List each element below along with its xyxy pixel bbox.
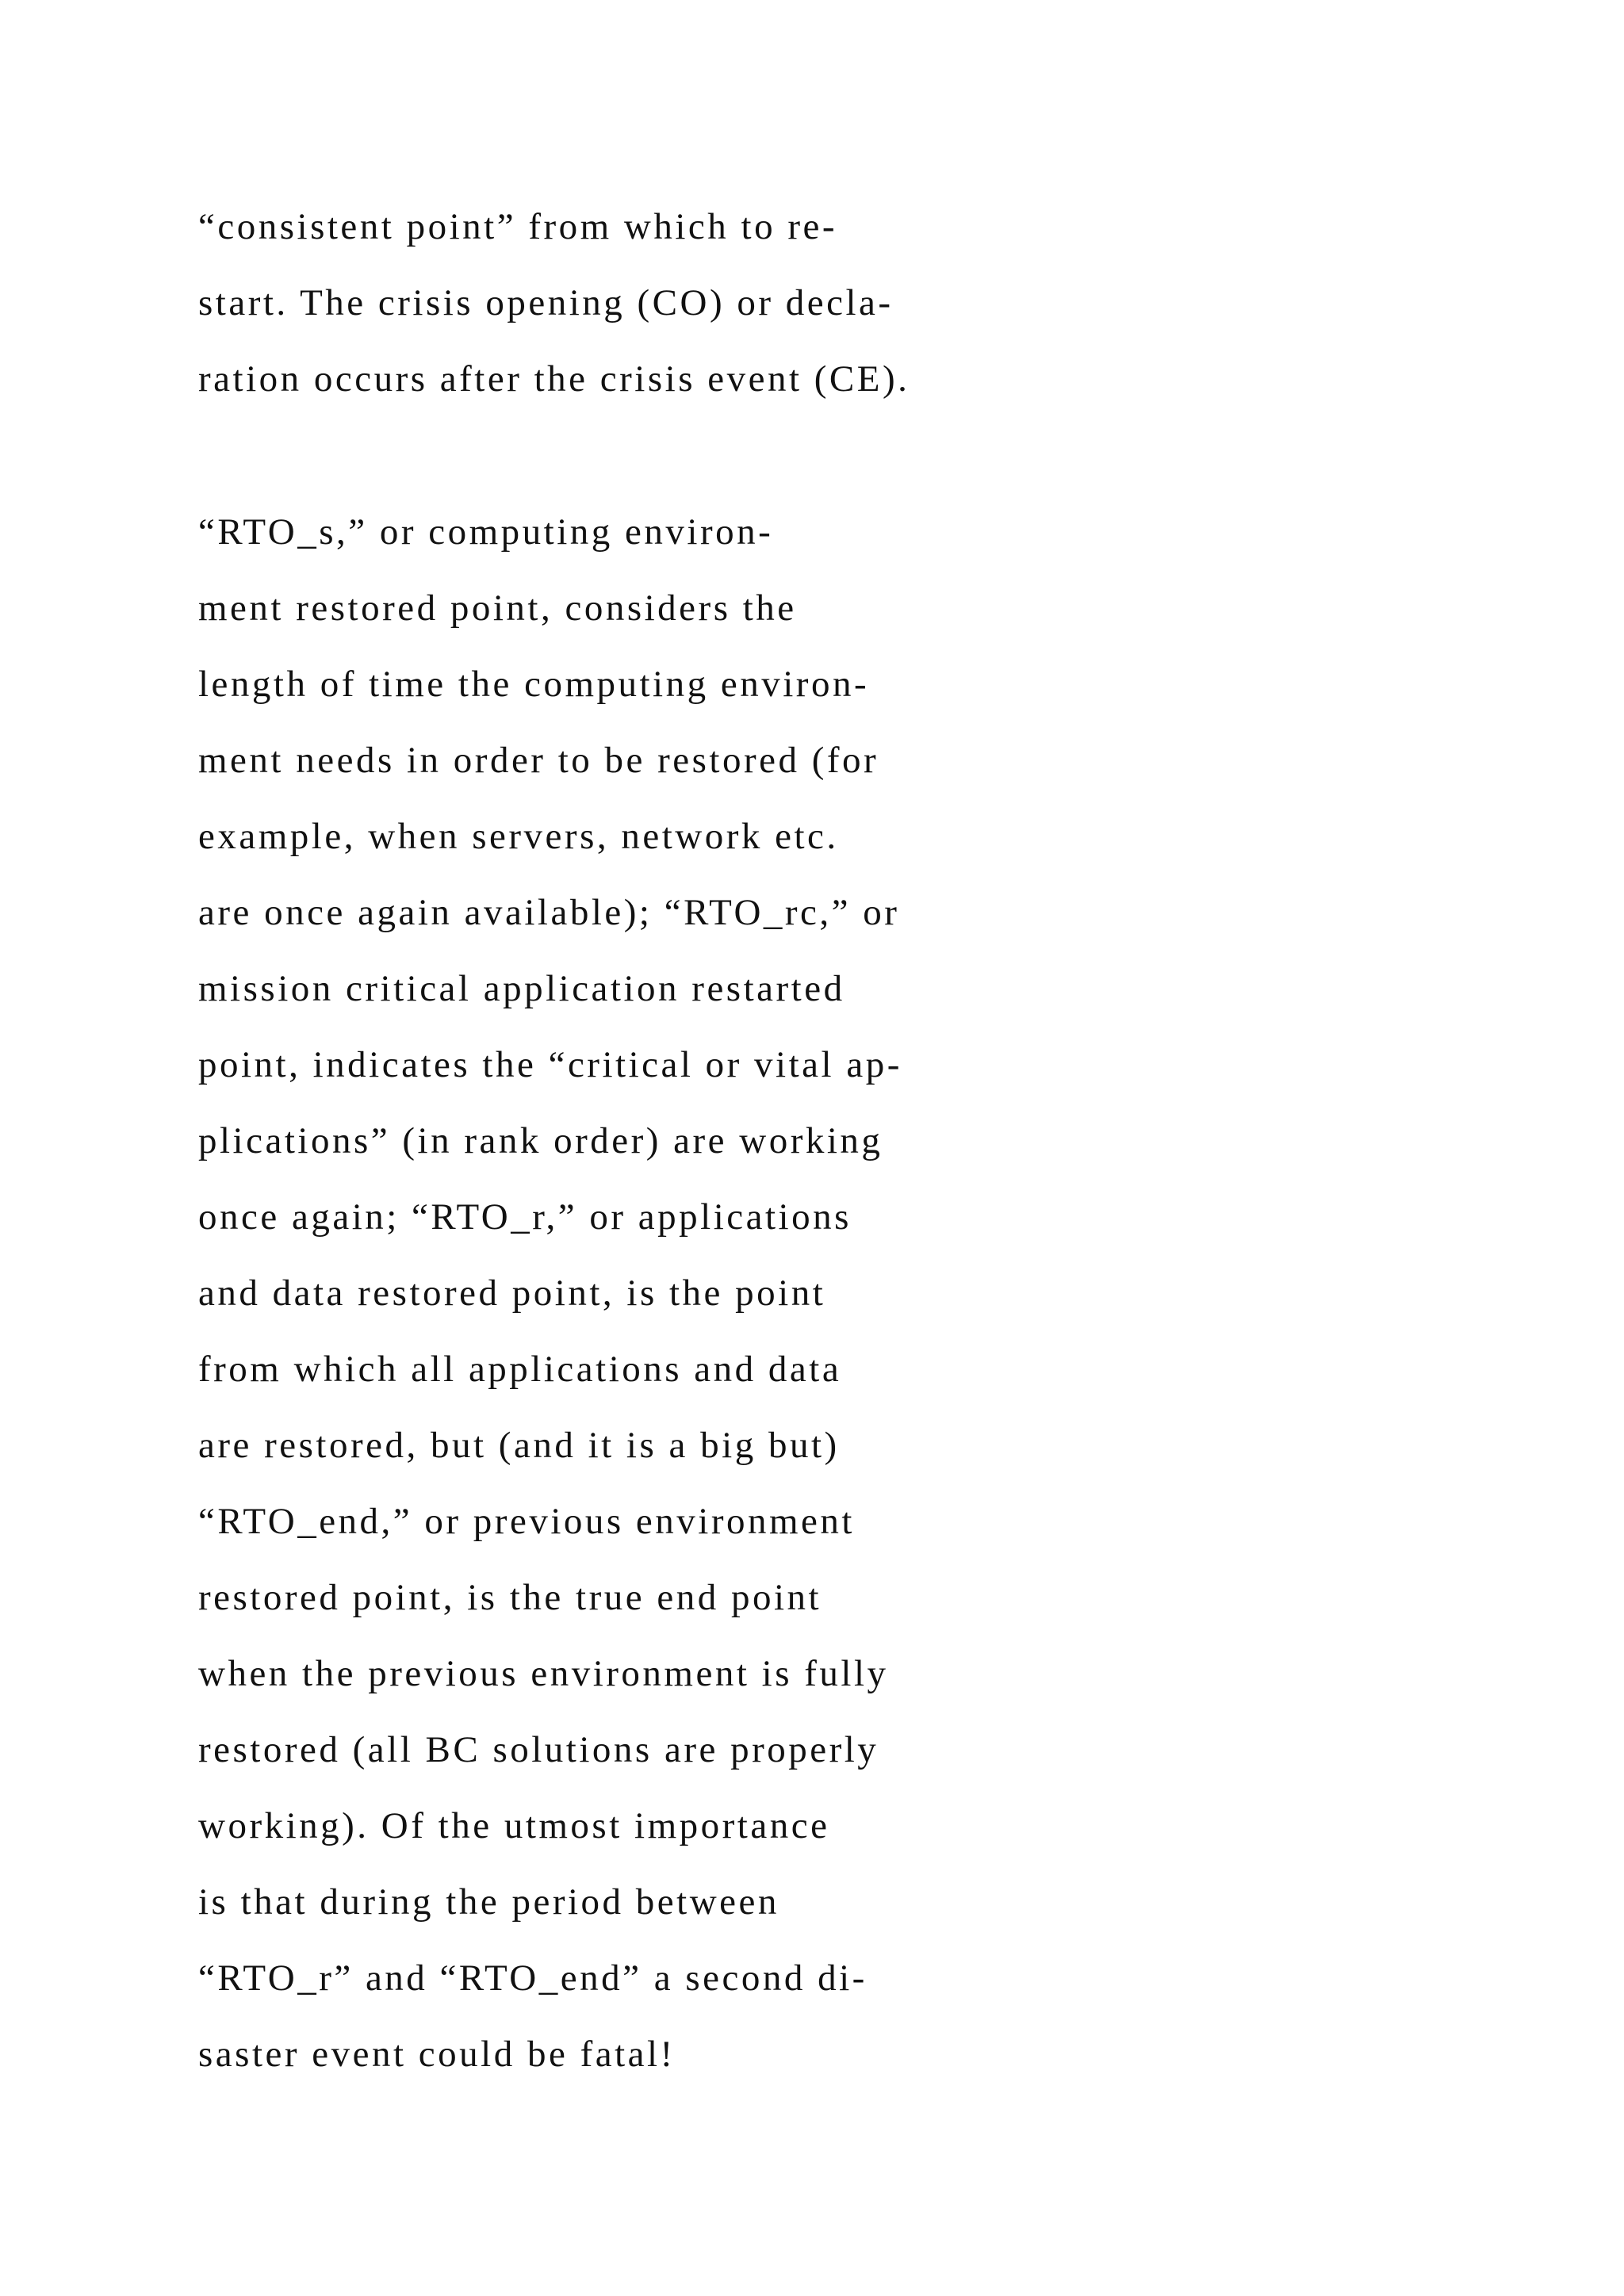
text-line: restored point, is the true end point: [198, 1577, 822, 1618]
text-line: is that during the period between: [198, 1881, 779, 1923]
text-line: “consistent point” from which to re-: [198, 206, 838, 247]
text-line: “RTO_r” and “RTO_end” a second di-: [198, 1957, 868, 1999]
text-line: and data restored point, is the point: [198, 1272, 826, 1314]
text-line: once again; “RTO_r,” or applications: [198, 1196, 852, 1238]
text-line: are once again available); “RTO_rc,” or: [198, 892, 900, 933]
text-line: ment needs in order to be restored (for: [198, 740, 879, 781]
paragraph-rto-definitions: [198, 494, 1388, 2092]
text-line: working). Of the utmost importance: [198, 1805, 830, 1846]
text-line: from which all applications and data: [198, 1349, 842, 1390]
text-line: mission critical application restarted: [198, 968, 845, 1009]
paragraph-crisis-opening: [198, 189, 1388, 417]
text-line: ment restored point, considers the: [198, 587, 797, 629]
text-line: ration occurs after the crisis event (CE).: [198, 358, 910, 400]
text-line: restored (all BC solutions are properly: [198, 1729, 879, 1770]
text-line: start. The crisis opening (CO) or decla-: [198, 282, 894, 323]
text-line: are restored, but (and it is a big but): [198, 1425, 840, 1466]
text-line: example, when servers, network etc.: [198, 816, 839, 857]
text-line: “RTO_s,” or computing environ-: [198, 511, 774, 553]
text-line: point, indicates the “critical or vital ap-: [198, 1044, 902, 1085]
text-line: when the previous environment is fully: [198, 1653, 889, 1694]
text-line: plications” (in rank order) are working: [198, 1120, 883, 1161]
text-line: saster event could be fatal!: [198, 2034, 676, 2075]
text-line: “RTO_end,” or previous environment: [198, 1501, 855, 1542]
text-line: length of time the computing environ-: [198, 664, 870, 705]
